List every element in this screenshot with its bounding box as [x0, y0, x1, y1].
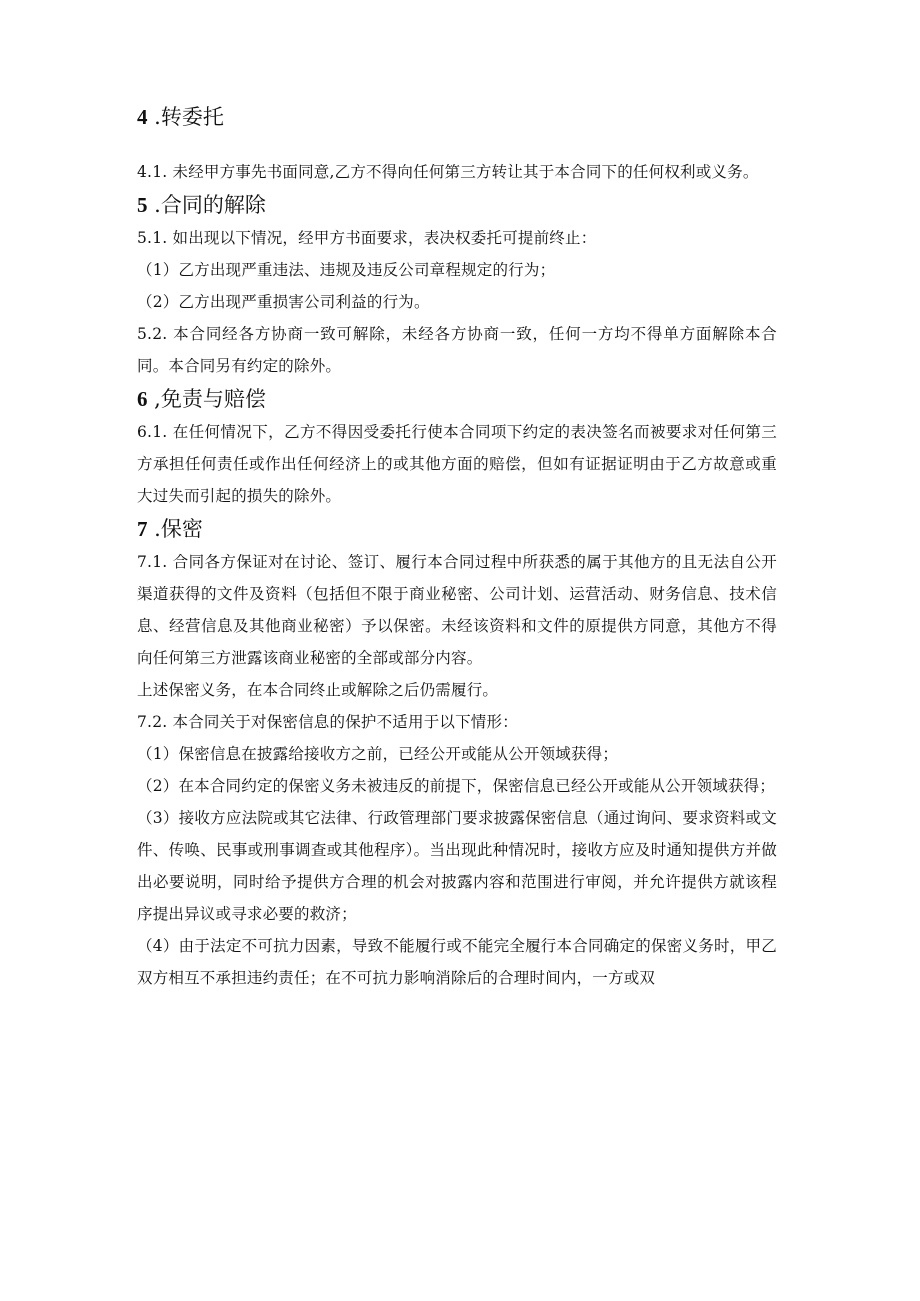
section-number: 4: [137, 105, 148, 129]
clause-6-1: 6.1. 在任何情况下，乙方不得因受委托行使本合同项下约定的表决签名而被要求对任何第三方承担任何责任或作出任何经济上的或其他方面的赔偿，但如有证据证明由于乙方故意或重大过失而引起的损失的除外。: [137, 423, 777, 505]
section-title: .合同的解除: [147, 193, 266, 217]
document-page: [137, 100, 777, 994]
clause-4-1: 4.1. 未经甲方事先书面同意,乙方不得向任何第三方转让其于本合同下的任何权利或义务。: [137, 163, 759, 181]
clause-5-1-item-2: （2）乙方出现严重损害公司利益的行为。: [137, 293, 430, 311]
clause-7-2: 7.2. 本合同关于对保密信息的保护不适用于以下情形：: [137, 713, 518, 731]
clause-5-2: 5.2. 本合同经各方协商一致可解除，未经各方协商一致，任何一方均不得单方面解除本合同。本合同另有约定的除外。: [137, 325, 777, 375]
section-heading-5: [137, 188, 777, 222]
section-heading-6: [137, 382, 777, 416]
section-title: ,免责与赔偿: [147, 387, 266, 411]
clause-7-2-item-3: （3）接收方应法院或其它法律、行政管理部门要求披露保密信息（通过询问、要求资料或文件、传唤、民事或刑事调查或其他程序）。当出现此种情况时，接收方应及时通知提供方并做出必要说明，同时给予提供方合理的机会对披露内容和范围进行审阅，并允许提供方就该程序提出异议或寻求必要的救济；: [137, 809, 777, 923]
clause-7-1: 7.1. 合同各方保证对在讨论、签订、履行本合同过程中所获悉的属于其他方的且无法自公开渠道获得的文件及资料（包括但不限于商业秘密、公司计划、运营活动、财务信息、技术信息、经营信息及其他商业秘密）予以保密。未经该资料和文件的原提供方同意，其他方不得向任何第三方泄露该商业秘密的全部或部分内容。: [137, 553, 777, 667]
section-heading-4: [137, 100, 777, 134]
section-number: 7: [137, 517, 148, 541]
section-heading-7: [137, 512, 777, 546]
section-title: .保密: [147, 517, 203, 541]
clause-5-1-item-1: （1）乙方出现严重违法、违规及违反公司章程规定的行为；: [137, 261, 556, 279]
clause-7-1-continuation: 上述保密义务，在本合同终止或解除之后仍需履行。: [137, 681, 499, 699]
clause-7-2-item-4: （4）由于法定不可抗力因素，导致不能履行或不能完全履行本合同确定的保密义务时，甲乙双方相互不承担违约责任；在不可抗力影响消除后的合理时间内，一方或双: [137, 937, 777, 987]
section-number: 5: [137, 193, 148, 217]
section-title: .转委托: [147, 105, 224, 129]
clause-7-2-item-2: （2）在本合同约定的保密义务未被违反的前提下，保密信息已经公开或能从公开领域获得；: [137, 777, 776, 795]
clause-5-1: 5.1. 如出现以下情况，经甲方书面要求，表决权委托可提前终止：: [137, 229, 597, 247]
clause-7-2-item-1: （1）保密信息在披露给接收方之前，已经公开或能从公开领域获得；: [137, 745, 619, 763]
section-number: 6: [137, 387, 148, 411]
